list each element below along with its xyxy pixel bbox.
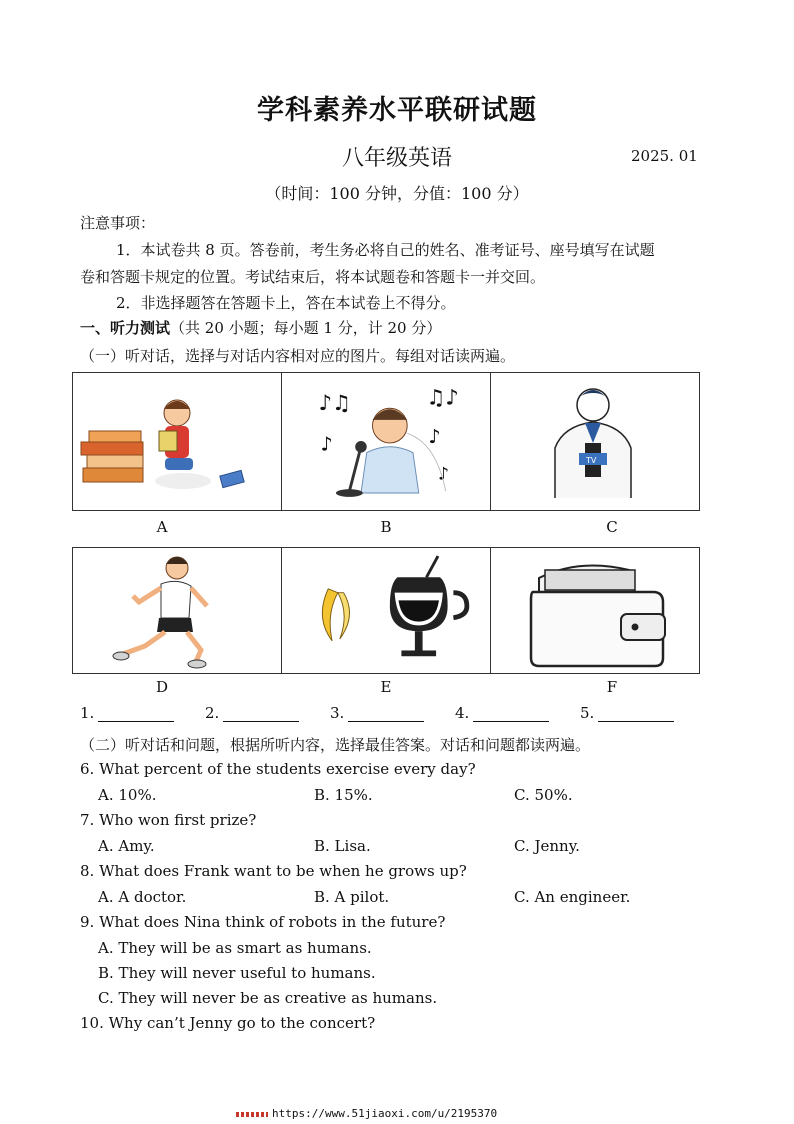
picture-c-tv-reporter [490, 373, 699, 510]
answer-blank-5[interactable] [580, 704, 674, 722]
picture-label-f: F [606, 678, 618, 696]
picture-e-banana-and-drink [281, 548, 490, 673]
answer-blank-3-label: 3. [330, 704, 345, 722]
q9-option-a: A. They will be as smart as humans. [98, 939, 372, 957]
q8-option-a: A. A doctor. [98, 888, 187, 906]
q7-option-b: B. Lisa. [314, 837, 371, 855]
question-9: 9. What does Nina think of robots in the future? [80, 913, 446, 931]
picture-a-reading-boy [73, 373, 281, 510]
picture-row-2 [72, 547, 700, 674]
svg-text:♪♫: ♪♫ [318, 390, 352, 416]
part1-instruction: （一）听对话，选择与对话内容相对应的图片。每组对话读两遍。 [80, 347, 516, 365]
q6-option-c: C. 50%. [514, 786, 573, 804]
q7-option-a: A. Amy. [98, 837, 155, 855]
svg-text:♪: ♪ [438, 464, 450, 485]
picture-row-1 [72, 372, 700, 511]
picture-d-running-man [73, 548, 281, 673]
notes-item-1-line-2: 卷和答题卡规定的位置。考试结束后，将本试题卷和答题卡一并交回。 [80, 268, 546, 286]
section-title: 一、听力测试 [80, 319, 171, 337]
question-8: 8. What does Frank want to be when he grows up? [80, 862, 467, 880]
svg-text:♪: ♪ [428, 424, 441, 448]
notes-item-2: 2．非选择题答在答题卡上，答在本试卷上不得分。 [116, 294, 456, 312]
answer-blank-4[interactable] [455, 704, 549, 722]
q6-option-a: A. 10%. [98, 786, 157, 804]
part2-instruction: （二）听对话和问题，根据所听内容，选择最佳答案。对话和问题都读两遍。 [80, 736, 591, 754]
picture-label-b: B [380, 518, 392, 536]
picture-f-wallet [490, 548, 699, 673]
watermark-stamp-icon [236, 1112, 268, 1117]
exam-date: 2025. 01 [631, 147, 698, 165]
footer-url[interactable]: https://www.51jiaoxi.com/u/2195370 [272, 1107, 498, 1120]
q7-option-c: C. Jenny. [514, 837, 580, 855]
q8-option-c: C. An engineer. [514, 888, 631, 906]
question-6: 6. What percent of the students exercise every day? [80, 760, 476, 778]
answer-blank-1-label: 1. [80, 704, 95, 722]
picture-label-d: D [155, 678, 169, 696]
svg-text:♪: ♪ [320, 432, 333, 456]
footer [236, 1107, 497, 1120]
svg-text:♫♪: ♫♪ [426, 384, 459, 410]
section-heading [80, 317, 441, 338]
q9-option-b: B. They will never useful to humans. [98, 964, 376, 982]
exam-subtitle: 八年级英语 [341, 146, 452, 171]
exam-title: 学科素养水平联研试题 [257, 95, 537, 126]
q6-option-b: B. 15%. [314, 786, 373, 804]
answer-blank-2-label: 2. [205, 704, 220, 722]
answer-blank-2[interactable] [205, 704, 299, 722]
answer-blank-3[interactable] [330, 704, 424, 722]
picture-label-c: C [606, 518, 618, 536]
notes-heading: 注意事项： [80, 214, 156, 232]
question-10: 10. Why can’t Jenny go to the concert? [80, 1014, 376, 1032]
picture-b-singing-boy [281, 373, 490, 510]
notes-item-1-line-1: 1．本试卷共 8 页。答卷前，考生务必将自己的姓名、准考证号、座号填写在试题 [116, 241, 655, 259]
picture-label-a: A [156, 518, 168, 536]
q8-option-b: B. A pilot. [314, 888, 390, 906]
section-note: （共 20 小题；每小题 1 分，计 20 分） [170, 319, 442, 337]
answer-blank-1[interactable] [80, 704, 174, 722]
q9-option-c: C. They will never be as creative as humans. [98, 989, 438, 1007]
answer-blank-5-label: 5. [580, 704, 595, 722]
picture-label-e: E [380, 678, 392, 696]
svg-text:TV: TV [586, 456, 597, 465]
question-7: 7. Who won first prize? [80, 811, 257, 829]
answer-blank-4-label: 4. [455, 704, 470, 722]
time-info: （时间：100 分钟，分值：100 分） [265, 184, 529, 203]
